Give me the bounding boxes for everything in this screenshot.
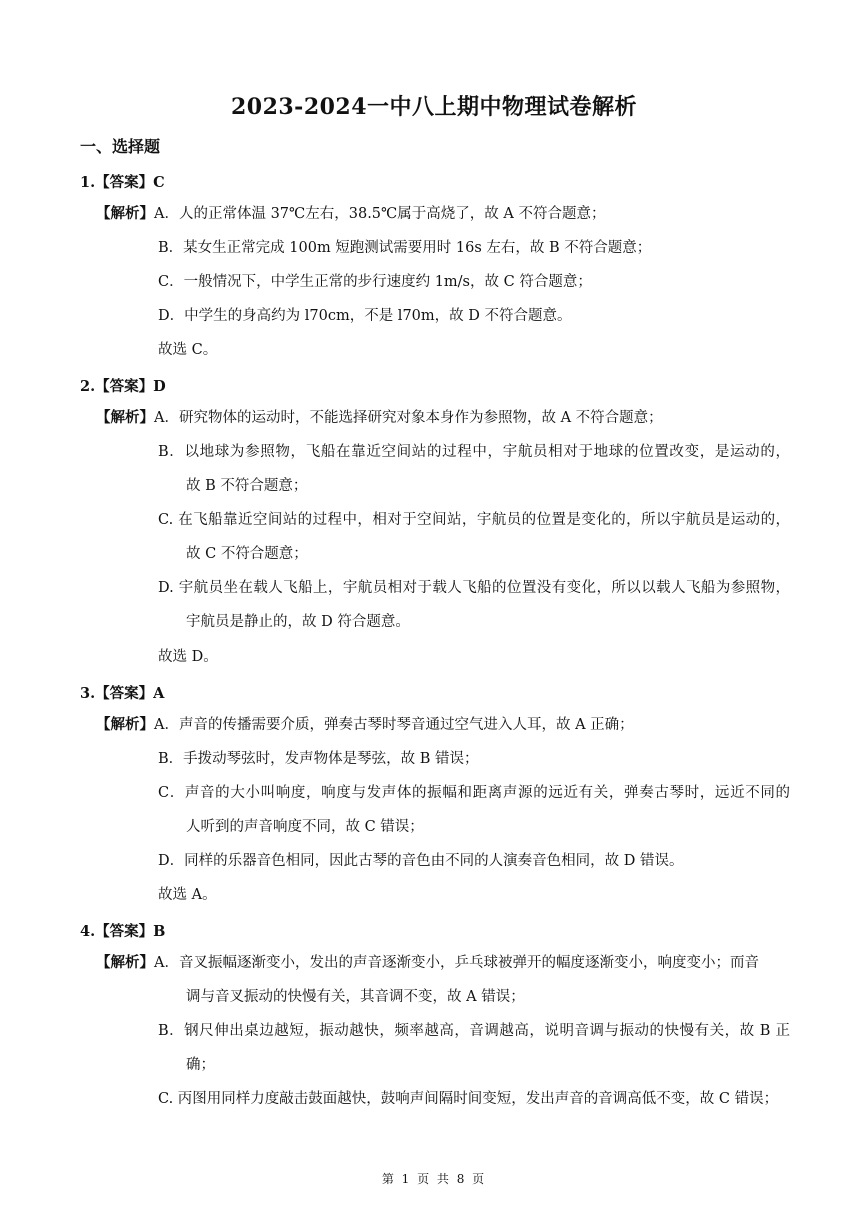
analysis-line: D．中学生的身高约为 l70cm，不是 l70m，故 D 不符合题意。 <box>158 308 572 324</box>
analysis-line: 调与音叉振动的快慢有关，其音调不变，故 A 错误； <box>186 989 525 1005</box>
analysis-line: C. 丙图用同样力度敲击鼓面越快，鼓响声间隔时间变短，发出声音的音调高低不变，故 C 错误； <box>158 1091 779 1107</box>
analysis-line: 故 B 不符合题意； <box>186 478 308 494</box>
answer-heading-4 <box>80 920 165 941</box>
analysis-line: B．钢尺伸出桌边越短，振动越快，频率越高，音调越高，说明音调与振动的快慢有关，故 B 正 <box>158 1023 790 1039</box>
analysis-text: A．音叉振幅逐渐变小，发出的声音逐渐变小，乒乓球被弹开的幅度逐渐变小，响度变小；而音 <box>154 955 759 971</box>
answer-tag: 【答案】 <box>95 378 154 395</box>
answer-value: D <box>153 378 166 395</box>
conclusion-line: 故选 A。 <box>158 887 217 903</box>
analysis-line: 故 C 不符合题意； <box>186 546 308 562</box>
section-heading: 一、选择题 <box>80 137 161 156</box>
answer-tag: 【答案】 <box>95 174 154 191</box>
question-number: 3. <box>80 685 96 702</box>
conclusion-line: 故选 C。 <box>158 342 218 358</box>
page-footer: 第 1 页 共 8 页 <box>381 1172 487 1186</box>
analysis-tag: 【解析】 <box>96 716 154 733</box>
analysis-line <box>96 204 605 224</box>
analysis-line: 宇航员是静止的，故 D 符合题意。 <box>186 614 410 630</box>
analysis-tag: 【解析】 <box>96 205 154 222</box>
analysis-line: C．声音的大小叫响度，响度与发声体的振幅和距离声源的远近有关，弹奏古琴时，远近不同的 <box>158 785 790 801</box>
answer-heading-3 <box>80 682 164 703</box>
analysis-line: B．以地球为参照物，飞船在靠近空间站的过程中，宇航员相对于地球的位置改变，是运动的， <box>158 444 790 460</box>
analysis-text: A．人的正常体温 37℃左右，38.5℃属于高烧了，故 A 不符合题意； <box>154 206 606 222</box>
question-number: 2. <box>80 378 96 395</box>
analysis-line: 确； <box>186 1057 215 1073</box>
analysis-tag: 【解析】 <box>96 409 154 426</box>
analysis-text: A．声音的传播需要介质，弹奏古琴时琴音通过空气进入人耳，故 A 正确； <box>154 717 634 733</box>
answer-heading-2 <box>80 375 166 396</box>
answer-heading-1 <box>80 171 165 192</box>
analysis-line: C. 在飞船靠近空间站的过程中，相对于空间站，宇航员的位置是变化的，所以宇航员是运动的， <box>158 512 790 528</box>
page-title: 2023-2024一中八上期中物理试卷解析 <box>230 94 638 120</box>
analysis-text: A．研究物体的运动时，不能选择研究对象本身作为参照物，故 A 不符合题意； <box>154 410 663 426</box>
analysis-line <box>96 953 759 973</box>
analysis-line <box>96 715 634 735</box>
answer-value: B <box>153 923 166 940</box>
analysis-line: 人听到的声音响度不同，故 C 错误； <box>186 819 424 835</box>
analysis-line <box>96 408 663 428</box>
analysis-line: B．手拨动琴弦时，发声物体是琴弦，故 B 错误； <box>158 751 479 767</box>
analysis-line: C．一般情况下，中学生正常的步行速度约 1m/s，故 C 符合题意； <box>158 274 592 290</box>
answer-tag: 【答案】 <box>95 923 154 940</box>
question-number: 1. <box>80 174 96 191</box>
analysis-line: D．同样的乐器音色相同，因此古琴的音色由不同的人演奏音色相同，故 D 错误。 <box>158 853 684 869</box>
analysis-line: D. 宇航员坐在载人飞船上，宇航员相对于载人飞船的位置没有变化，所以以载人飞船为参照物， <box>158 580 790 596</box>
analysis-tag: 【解析】 <box>96 954 154 971</box>
answer-value: C <box>153 174 165 191</box>
analysis-line: B．某女生正常完成 100m 短跑测试需要用时 16s 左右，故 B 不符合题意； <box>158 240 652 256</box>
question-number: 4. <box>80 923 96 940</box>
conclusion-line: 故选 D。 <box>158 649 218 665</box>
answer-value: A <box>153 685 165 702</box>
answer-tag: 【答案】 <box>95 685 154 702</box>
